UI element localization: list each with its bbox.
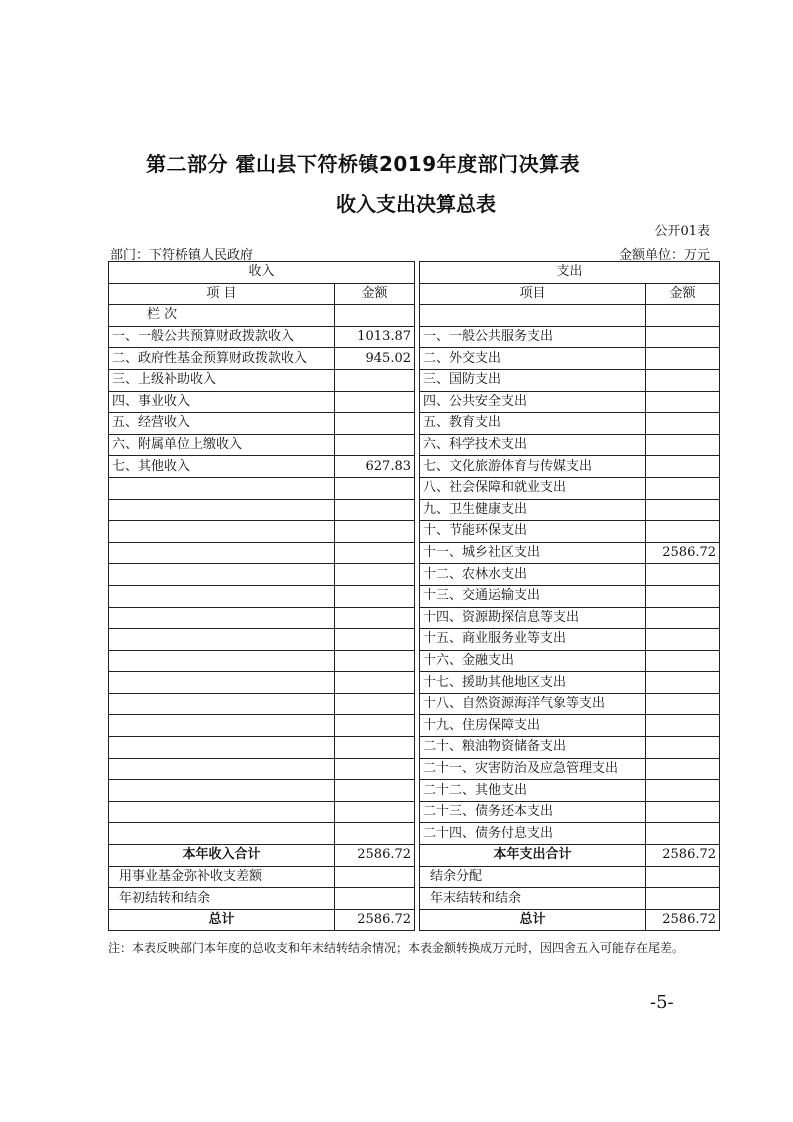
table-row	[109, 477, 720, 499]
table-row	[109, 715, 720, 737]
begin-carryover-amount	[335, 888, 415, 910]
expense-grand-total-amount: 2586.72	[646, 909, 720, 931]
expense-item-cell: 二十四、债务付息支出	[420, 823, 646, 845]
empty-cell	[335, 305, 415, 327]
expense-amount-cell	[646, 499, 720, 521]
amount-unit-label: 金额单位：万元	[618, 248, 710, 263]
table-row	[109, 499, 720, 521]
income-amount-cell	[335, 737, 415, 759]
table-row	[109, 607, 720, 629]
income-amount-cell	[335, 801, 415, 823]
income-item-cell: 七、其他收入	[109, 456, 335, 478]
department-label: 部门：下符桥镇人民政府	[110, 248, 254, 263]
table-row	[109, 737, 720, 759]
income-item-cell	[109, 672, 335, 694]
income-item-cell	[109, 542, 335, 564]
table-row	[109, 521, 720, 543]
expense-amount-cell	[646, 650, 720, 672]
table-row	[109, 693, 720, 715]
expense-item-cell: 四、公共安全支出	[420, 391, 646, 413]
fund-row	[109, 866, 720, 888]
income-amount-cell	[335, 672, 415, 694]
year-total-row	[109, 845, 720, 867]
income-item-cell: 一、一般公共预算财政拨款收入	[109, 326, 335, 348]
income-item-cell	[109, 564, 335, 586]
table-row	[109, 542, 720, 564]
income-item-cell	[109, 823, 335, 845]
income-item-cell	[109, 477, 335, 499]
expense-item-cell: 二十、粮油物资储备支出	[420, 737, 646, 759]
end-carryover-amount	[646, 888, 720, 910]
expense-amount-cell	[646, 672, 720, 694]
table-row	[109, 672, 720, 694]
table-row	[109, 801, 720, 823]
expense-amount-cell	[646, 434, 720, 456]
empty-cell	[646, 305, 720, 327]
table-row	[109, 758, 720, 780]
expense-amount-header: 金额	[646, 283, 720, 305]
expense-item-cell: 十二、农林水支出	[420, 564, 646, 586]
table-row	[109, 413, 720, 435]
year-income-total-label: 本年收入合计	[109, 845, 335, 867]
income-amount-cell	[335, 607, 415, 629]
expense-item-cell: 二十一、灾害防治及应急管理支出	[420, 758, 646, 780]
expense-amount-cell	[646, 758, 720, 780]
fund-label: 用事业基金弥补收支差额	[109, 866, 335, 888]
end-carryover-label: 年末结转和结余	[420, 888, 646, 910]
fund-amount	[335, 866, 415, 888]
table-row	[109, 629, 720, 651]
surplus-amount	[646, 866, 720, 888]
expense-item-cell: 十七、援助其他地区支出	[420, 672, 646, 694]
expense-item-cell: 十九、住房保障支出	[420, 715, 646, 737]
carryover-row	[109, 888, 720, 910]
income-item-cell	[109, 737, 335, 759]
income-amount-cell	[335, 434, 415, 456]
expense-amount-cell	[646, 780, 720, 802]
table-row	[109, 780, 720, 802]
year-income-total-amount: 2586.72	[335, 845, 415, 867]
expense-amount-cell	[646, 823, 720, 845]
year-expense-total-label: 本年支出合计	[420, 845, 646, 867]
expense-amount-cell	[646, 585, 720, 607]
income-amount-cell	[335, 629, 415, 651]
income-amount-cell	[335, 780, 415, 802]
year-expense-total-amount: 2586.72	[646, 845, 720, 867]
expense-section-header: 支出	[420, 262, 720, 284]
income-grand-total-label: 总计	[109, 909, 335, 931]
expense-item-cell: 二十三、债务还本支出	[420, 801, 646, 823]
table-row	[109, 391, 720, 413]
page-title: 第二部分 霍山县下符桥镇2019年度部门决算表	[146, 152, 581, 176]
income-amount-cell	[335, 650, 415, 672]
table-title: 收入支出决算总表	[336, 192, 496, 216]
expense-amount-cell: 2586.72	[646, 542, 720, 564]
income-item-cell: 二、政府性基金预算财政拨款收入	[109, 348, 335, 370]
page-number: -5-	[650, 992, 674, 1013]
income-item-cell	[109, 693, 335, 715]
income-amount-cell: 1013.87	[335, 326, 415, 348]
income-grand-total-amount: 2586.72	[335, 909, 415, 931]
expense-item-cell: 十三、交通运输支出	[420, 585, 646, 607]
table-row	[109, 456, 720, 478]
expense-item-cell: 二十二、其他支出	[420, 780, 646, 802]
expense-amount-cell	[646, 737, 720, 759]
income-amount-cell	[335, 585, 415, 607]
column-index-row	[109, 305, 720, 327]
surplus-label: 结余分配	[420, 866, 646, 888]
section-header-row	[109, 262, 720, 284]
income-item-cell	[109, 585, 335, 607]
income-item-cell	[109, 521, 335, 543]
income-amount-cell	[335, 391, 415, 413]
begin-carryover-label: 年初结转和结余	[109, 888, 335, 910]
column-index-label: 栏 次	[109, 305, 335, 327]
table-row	[109, 585, 720, 607]
table-row	[109, 326, 720, 348]
income-section-header: 收入	[109, 262, 415, 284]
expense-amount-cell	[646, 607, 720, 629]
expense-item-cell: 六、科学技术支出	[420, 434, 646, 456]
income-amount-cell	[335, 521, 415, 543]
income-item-cell: 五、经营收入	[109, 413, 335, 435]
expense-amount-cell	[646, 629, 720, 651]
expense-amount-cell	[646, 326, 720, 348]
table-row	[109, 650, 720, 672]
expense-item-cell: 五、教育支出	[420, 413, 646, 435]
expense-item-cell: 十一、城乡社区支出	[420, 542, 646, 564]
income-amount-header: 金额	[335, 283, 415, 305]
income-amount-cell	[335, 413, 415, 435]
income-item-cell	[109, 801, 335, 823]
income-item-cell: 六、附属单位上缴收入	[109, 434, 335, 456]
expense-amount-cell	[646, 413, 720, 435]
expense-item-cell: 十四、资源勘探信息等支出	[420, 607, 646, 629]
expense-amount-cell	[646, 391, 720, 413]
empty-cell	[420, 305, 646, 327]
expense-item-cell: 十八、自然资源海洋气象等支出	[420, 693, 646, 715]
income-item-cell	[109, 758, 335, 780]
footnote: 注：本表反映部门本年度的总收支和年末结转结余情况；本表金额转换成万元时，因四舍五入可能存在尾差。	[108, 941, 685, 955]
table-row	[109, 564, 720, 586]
expense-item-cell: 七、文化旅游体育与传媒支出	[420, 456, 646, 478]
table-row	[109, 823, 720, 845]
income-amount-cell	[335, 823, 415, 845]
expense-amount-cell	[646, 693, 720, 715]
income-amount-cell	[335, 715, 415, 737]
column-header-row	[109, 283, 720, 305]
table-row	[109, 434, 720, 456]
income-item-cell	[109, 650, 335, 672]
expense-item-header: 项目	[420, 283, 646, 305]
income-item-header: 项 目	[109, 283, 335, 305]
income-item-cell	[109, 607, 335, 629]
income-amount-cell	[335, 369, 415, 391]
income-amount-cell: 945.02	[335, 348, 415, 370]
expense-item-cell: 三、国防支出	[420, 369, 646, 391]
income-amount-cell	[335, 477, 415, 499]
income-amount-cell	[335, 693, 415, 715]
expense-item-cell: 一、一般公共服务支出	[420, 326, 646, 348]
expense-amount-cell	[646, 348, 720, 370]
expense-amount-cell	[646, 369, 720, 391]
income-amount-cell	[335, 564, 415, 586]
income-item-cell	[109, 780, 335, 802]
form-number: 公开01表	[654, 224, 710, 239]
expense-item-cell: 十五、商业服务业等支出	[420, 629, 646, 651]
table-row	[109, 369, 720, 391]
expense-item-cell: 十、节能环保支出	[420, 521, 646, 543]
expense-item-cell: 八、社会保障和就业支出	[420, 477, 646, 499]
income-expense-table	[108, 261, 720, 931]
income-item-cell: 三、上级补助收入	[109, 369, 335, 391]
expense-amount-cell	[646, 715, 720, 737]
income-amount-cell	[335, 758, 415, 780]
expense-amount-cell	[646, 801, 720, 823]
expense-amount-cell	[646, 521, 720, 543]
income-item-cell	[109, 715, 335, 737]
expense-grand-total-label: 总计	[420, 909, 646, 931]
grand-total-row	[109, 909, 720, 931]
income-amount-cell: 627.83	[335, 456, 415, 478]
income-item-cell	[109, 629, 335, 651]
table-row	[109, 348, 720, 370]
expense-item-cell: 二、外交支出	[420, 348, 646, 370]
expense-amount-cell	[646, 456, 720, 478]
income-item-cell	[109, 499, 335, 521]
income-amount-cell	[335, 542, 415, 564]
income-item-cell: 四、事业收入	[109, 391, 335, 413]
expense-item-cell: 十六、金融支出	[420, 650, 646, 672]
income-amount-cell	[335, 499, 415, 521]
expense-item-cell: 九、卫生健康支出	[420, 499, 646, 521]
expense-amount-cell	[646, 564, 720, 586]
expense-amount-cell	[646, 477, 720, 499]
